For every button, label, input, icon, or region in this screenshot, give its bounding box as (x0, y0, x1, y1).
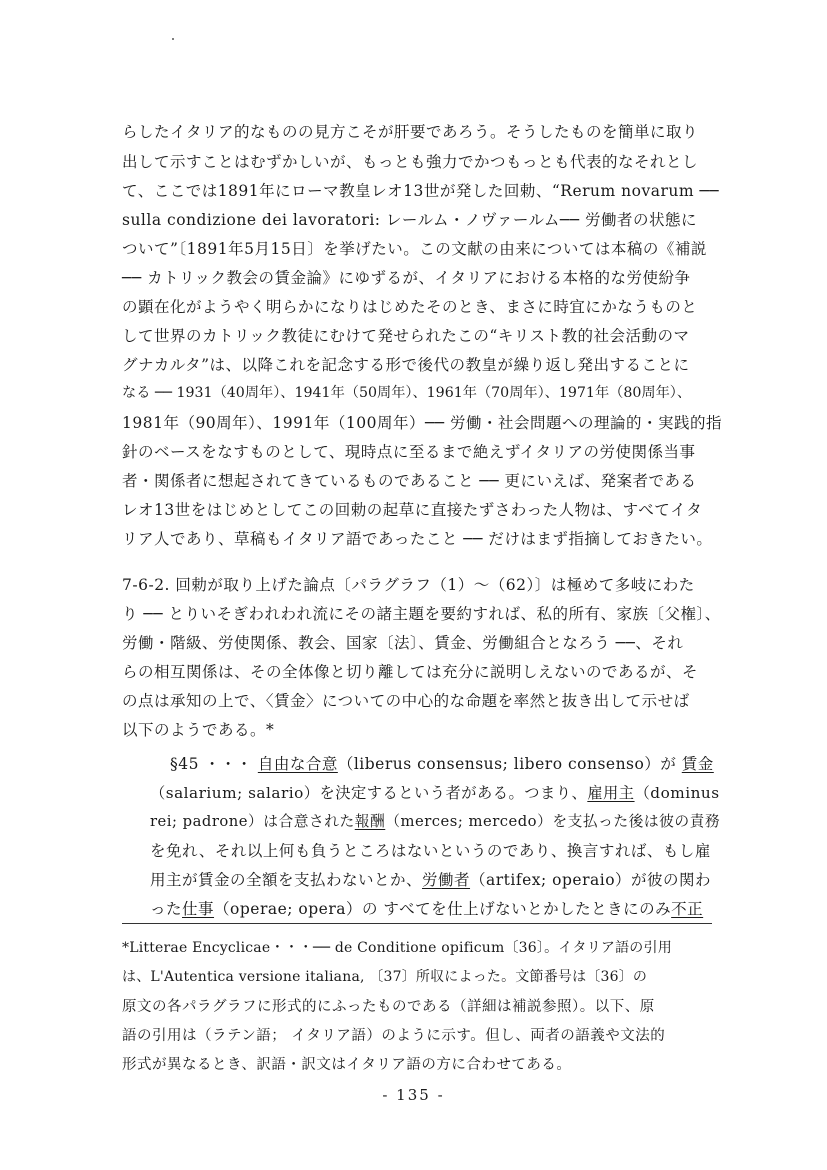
text-line: の顕在化がようやく明らかになりはじめたそのとき、まさに時宜にかなうものと (122, 298, 698, 316)
text-line: 7-6-2. 回勅が取り上げた論点〔パラグラフ（1）～（62）〕は極めて多岐にわた (122, 576, 695, 594)
quote-text: （liberus consensus; libero consenso）が (337, 755, 682, 773)
quote-text: （salarium; salario）を決定するという者がある。つまり、 (150, 784, 588, 802)
text-line: 針のベースをなすものとして、現時点に至るまで絶えずイタリアの労使関係当事 (122, 443, 696, 461)
text-line: レオ13世をはじめとしてこの回勅の起草に直接たずさわった人物は、すべてイタ (122, 501, 703, 519)
underlined-term: 労働者 (422, 871, 471, 889)
footnote-line: *Litterae Encyclicae・・・── de Conditione opificum〔36〕。イタリア語の引用 (122, 940, 672, 956)
underlined-term: 自由な合意 (257, 755, 338, 773)
text-line: 者・関係者に想起されてきているものであること ── 更にいえば、発案者である (122, 472, 697, 490)
quote-line: を免れ、それ以上何も負うところはないというのであり、換言すれば、もし雇 (150, 842, 711, 860)
underlined-term: 不正 (671, 900, 704, 918)
quote-line (150, 897, 703, 919)
quote-text: （operae; opera）の すべてを仕上げないとかしたときにのみ (214, 900, 672, 918)
footnote-rule (122, 923, 712, 924)
text-line: 1981年（90周年）、1991年（100周年）── 労働・社会問題への理論的・実践的指 (122, 414, 723, 432)
underlined-term: 賃金 (681, 755, 714, 773)
text-line: らの相互関係は、その全体像と切り離しては充分に説明しえないのであるが、そ (122, 663, 699, 681)
footnote-line: 原文の各パラグラフに形式的にふったものである（詳細は補説参照）。以下、原 (122, 999, 655, 1015)
quote-line (150, 868, 711, 890)
text-line: ついて”〔1891年5月15日〕を挙げたい。この文献の由来については本稿の《補説 (122, 240, 707, 258)
quote-text: 用主が賃金の全額を支払わないとか、 (150, 871, 423, 889)
underlined-term: 雇用主 (587, 784, 635, 802)
quote-text: （artifex; operaio）が彼の関わ (470, 871, 712, 889)
text-line: ── カトリック教会の賃金論》にゆずるが、イタリアにおける本格的な労使紛争 (122, 269, 691, 287)
text-line: グナカルタ”は、以降これを記念する形で後代の教皇が繰り返し発出することに (122, 356, 690, 374)
page-number: - 135 - (382, 1086, 445, 1104)
quote-line (150, 781, 720, 803)
text-line: らしたイタリア的なものの見方こそが肝要であろう。そうしたものを簡単に取り (122, 123, 699, 141)
underlined-term: 仕事 (182, 900, 215, 918)
quote-text: （dominus (634, 784, 720, 802)
quote-text: った (150, 900, 183, 918)
quote-text: §45 ・・・ (170, 755, 258, 773)
quote-line (150, 810, 720, 831)
underlined-term: 報酬 (354, 813, 386, 830)
text-line: 以下のようである。* (122, 721, 275, 739)
quote-line (170, 752, 714, 774)
quote-text: rei; padrone）は合意された (150, 813, 355, 830)
text-line: て、ここでは1891年にローマ教皇レオ13世が発した回勅、“Rerum novarum ── (122, 182, 720, 200)
footnote-line: は、L'Autentica versione italiana, 〔37〕所収によった。文節番号は〔36〕の (122, 969, 648, 985)
text-line: 出して示すことはむずかしいが、もっとも強力でかつもっとも代表的なそれとし (122, 153, 699, 171)
text-line: リア人であり、草稿もイタリア語であったこと ── だけはまず指摘しておきたい。 (122, 530, 713, 548)
footnote-line: 語の引用は（ラテン語； イタリア語）のように示す。但し、両者の語義や文法的 (122, 1028, 666, 1044)
scan-speck (172, 38, 174, 40)
text-line: して世界のカトリック教徒にむけて発せられたこの“キリスト教的社会活動のマ (122, 327, 690, 345)
text-line: り ── とりいそぎわれわれ流にその諸主題を要約すれば、私的所有、家族〔父権〕、 (122, 605, 721, 623)
text-line: sulla condizione dei lavoratori: レールム・ノヴァールム── 労働者の状態に (122, 211, 698, 229)
quote-text: （merces; mercedo）を支払った後は彼の責務 (385, 813, 721, 830)
text-line: 労働・階級、労使関係、教会、国家〔法〕、賃金、労働組合となろう ──、それ (122, 634, 684, 652)
text-line: の点は承知の上で、〈賃金〉についての中心的な命題を率然と抜き出して示せば (122, 692, 690, 710)
text-line: なる ── 1931（40周年）、1941年（50周年）、1961年（70周年）、1971年（80周年）、 (122, 385, 692, 401)
footnote-line: 形式が異なるとき、訳語・訳文はイタリア語の方に合わせてある。 (122, 1057, 572, 1073)
